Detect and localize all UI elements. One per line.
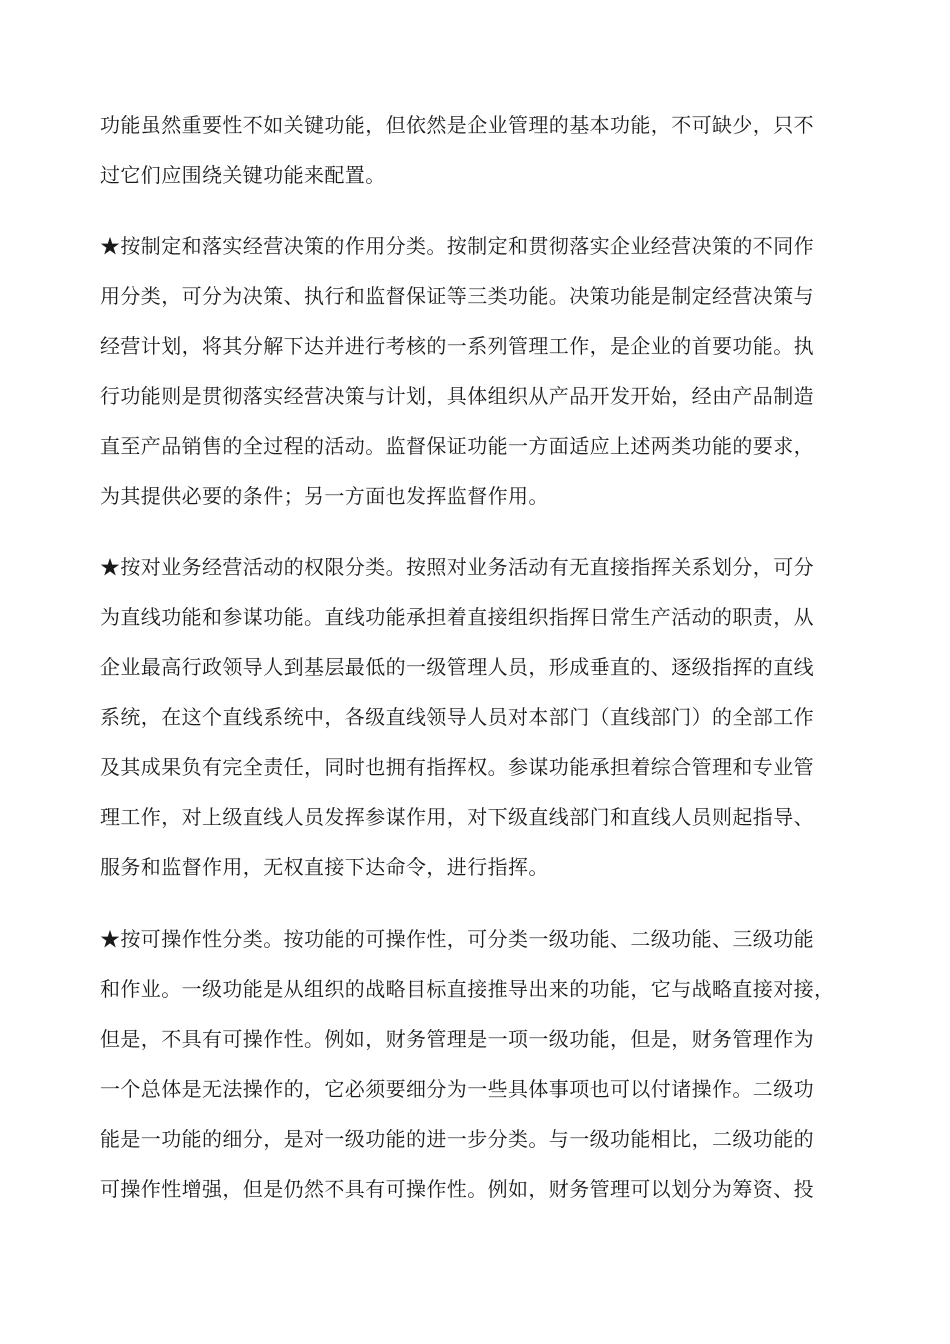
paragraph-3-line-2: 为直线功能和参谋功能。直线功能承担着直接组织指挥日常生产活动的职责，从 bbox=[100, 605, 814, 629]
paragraph-2-line-1: ★按制定和落实经营决策的作用分类。按制定和贯彻落实企业经营决策的不同作 bbox=[100, 234, 814, 258]
paragraph-1-line-2: 过它们应围绕关键功能来配置。 bbox=[100, 163, 386, 187]
paragraph-3-line-7: 服务和监督作用，无权直接下达命令，进行指挥。 bbox=[100, 855, 549, 879]
paragraph-4-line-4: 一个总体是无法操作的，它必须要细分为一些具体事项也可以付诸操作。二级功 bbox=[100, 1077, 814, 1101]
paragraph-4-line-2: 和作业。一级功能是从组织的战略目标直接推导出来的功能，它与战略直接对接， bbox=[100, 977, 835, 1001]
paragraph-3-line-4: 系统，在这个直线系统中，各级直线领导人员对本部门（直线部门）的全部工作 bbox=[100, 705, 814, 729]
paragraph-3-line-1: ★按对业务经营活动的权限分类。按照对业务活动有无直接指挥关系划分，可分 bbox=[100, 555, 814, 579]
paragraph-4-line-6: 可操作性增强，但是仍然不具有可操作性。例如，财务管理可以划分为筹资、投 bbox=[100, 1177, 814, 1201]
paragraph-4-line-1: ★按可操作性分类。按功能的可操作性，可分类一级功能、二级功能、三级功能 bbox=[100, 927, 814, 951]
paragraph-2-line-4: 行功能则是贯彻落实经营决策与计划，具体组织从产品开发开始，经由产品制造 bbox=[100, 384, 814, 408]
paragraph-3-line-3: 企业最高行政领导人到基层最低的一级管理人员，形成垂直的、逐级指挥的直线 bbox=[100, 655, 814, 679]
paragraph-3-line-5: 及其成果负有完全责任，同时也拥有指挥权。参谋功能承担着综合管理和专业管 bbox=[100, 755, 814, 779]
paragraph-4-line-5: 能是一功能的细分，是对一级功能的进一步分类。与一级功能相比，二级功能的 bbox=[100, 1127, 814, 1151]
paragraph-2-line-5: 直至产品销售的全过程的活动。监督保证功能一方面适应上述两类功能的要求， bbox=[100, 434, 814, 458]
paragraph-4-line-3: 但是，不具有可操作性。例如，财务管理是一项一级功能，但是，财务管理作为 bbox=[100, 1027, 814, 1051]
paragraph-2-line-3: 经营计划，将其分解下达并进行考核的一系列管理工作，是企业的首要功能。执 bbox=[100, 334, 814, 358]
paragraph-2-line-2: 用分类，可分为决策、执行和监督保证等三类功能。决策功能是制定经营决策与 bbox=[100, 284, 814, 308]
paragraph-3-line-6: 理工作，对上级直线人员发挥参谋作用，对下级直线部门和直线人员则起指导、 bbox=[100, 805, 814, 829]
paragraph-1-line-1: 功能虽然重要性不如关键功能，但依然是企业管理的基本功能，不可缺少，只不 bbox=[100, 113, 814, 137]
paragraph-2-line-6: 为其提供必要的条件；另一方面也发挥监督作用。 bbox=[100, 484, 549, 508]
